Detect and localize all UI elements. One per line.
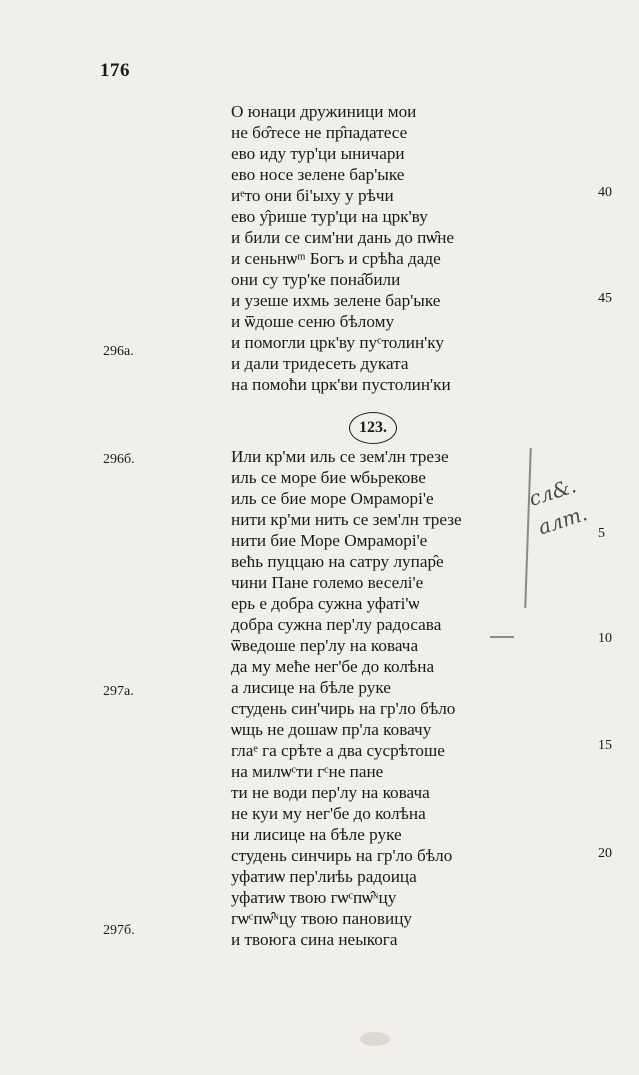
verse-line: на милѡᶜти гᶜне пане <box>231 762 384 781</box>
verse-line: а лисице на бѣле руке <box>231 678 391 697</box>
verse-line: и дали тридесеть дуката <box>231 354 409 373</box>
verse-line: студень синчирь на гр'ло бѣло <box>231 846 453 865</box>
verse-line: и твоюга сина неыкога <box>231 930 398 949</box>
verse-line: ево иду тур'ци ыничари <box>231 144 405 163</box>
verse-line: ерь е добра сужна уфаті'ѡ <box>231 594 420 613</box>
manuscript-ref: 297а. <box>103 684 134 699</box>
section-number-circled: 123. <box>349 412 397 444</box>
verse-line: већь пуццаю на сатру лупар̂е <box>231 552 444 571</box>
verse-line: чини Пане големо веселі'е <box>231 573 424 592</box>
verse-line: уфатиѡ пер'лиѣь радоица <box>231 867 417 886</box>
verse-line: и ѿдоше сеню бѣлому <box>231 312 395 331</box>
verse-line: Или кр'ми иль се зем'лн трезе <box>231 447 449 466</box>
line-number: 15 <box>598 738 612 753</box>
verse-line: на помоћи црк'ви пустолин'ки <box>231 375 451 394</box>
verse-line: ево у̂рише тур'ци на црк'ву <box>231 207 428 226</box>
verse-line: иль се море бие ѡбьрекове <box>231 468 426 487</box>
verse-line: не куи му нег'бе до колѣна <box>231 804 426 823</box>
handwritten-margin-note <box>525 470 591 543</box>
verse-line: уфатиѡ твою гѡᶜпѡ̂ᶰцу <box>231 888 397 907</box>
verse-line: не бо̂тесе не пр̂падатесе <box>231 123 408 142</box>
line-number: 45 <box>598 291 612 306</box>
verse-line: ѿведоше пер'лу на ковача <box>231 636 419 655</box>
manuscript-ref: 296а. <box>103 344 134 359</box>
line-number: 5 <box>598 526 605 541</box>
page-number: 176 <box>100 60 130 81</box>
verse-line: ни лисице на бѣле руке <box>231 825 402 844</box>
verse-line: и помогли црк'ву пуᶜтолин'ку <box>231 333 444 352</box>
line-number: 10 <box>598 631 612 646</box>
verse-line: они су тур'ке пона̂били <box>231 270 401 289</box>
pencil-margin-line <box>524 448 531 608</box>
verse-line: студень син'чирь на гр'ло бѣло <box>231 699 456 718</box>
manuscript-ref: 297б. <box>103 923 135 938</box>
verse-line: добра сужна пер'лу радосава <box>231 615 442 634</box>
verse-line: и сеньнѡᵐ Богъ и срѣћа даде <box>231 249 441 268</box>
verse-line: ти не води пер'лу на ковача <box>231 783 430 802</box>
verse-line: и узеше ихмь зелене бар'ыке <box>231 291 441 310</box>
verse-line: глаᵉ га срѣте а два сусрѣтоше <box>231 741 445 760</box>
pencil-underline-mark <box>490 636 514 638</box>
verse-line: О юнаци дружиници мои <box>231 102 417 121</box>
page-smudge <box>360 1032 390 1046</box>
verse-line: ѡщь не дошаѡ пр'ла ковачу <box>231 720 432 739</box>
verse-line: нити бие Море Омраморі'е <box>231 531 428 550</box>
verse-line: гѡᶜпѡ̂ᶰцу твою пановицу <box>231 909 412 928</box>
margin-note-line: сл&. <box>525 473 580 511</box>
margin-note-line: алт. <box>535 501 591 540</box>
line-number: 20 <box>598 846 612 861</box>
verse-line: и били се сим'ни дань до пѡ̂не <box>231 228 455 247</box>
verse-line: ево носе зелене бар'ыке <box>231 165 405 184</box>
line-number: 40 <box>598 185 612 200</box>
verse-line: нити кр'ми нить се зем'лн трезе <box>231 510 462 529</box>
verse-line: иᵉто они бі'ыху у рѣчи <box>231 186 394 205</box>
verse-line: да му мeће нег'бе до колѣна <box>231 657 435 676</box>
manuscript-ref: 296б. <box>103 452 135 467</box>
verse-line: иль се бие море Омраморі'е <box>231 489 434 508</box>
